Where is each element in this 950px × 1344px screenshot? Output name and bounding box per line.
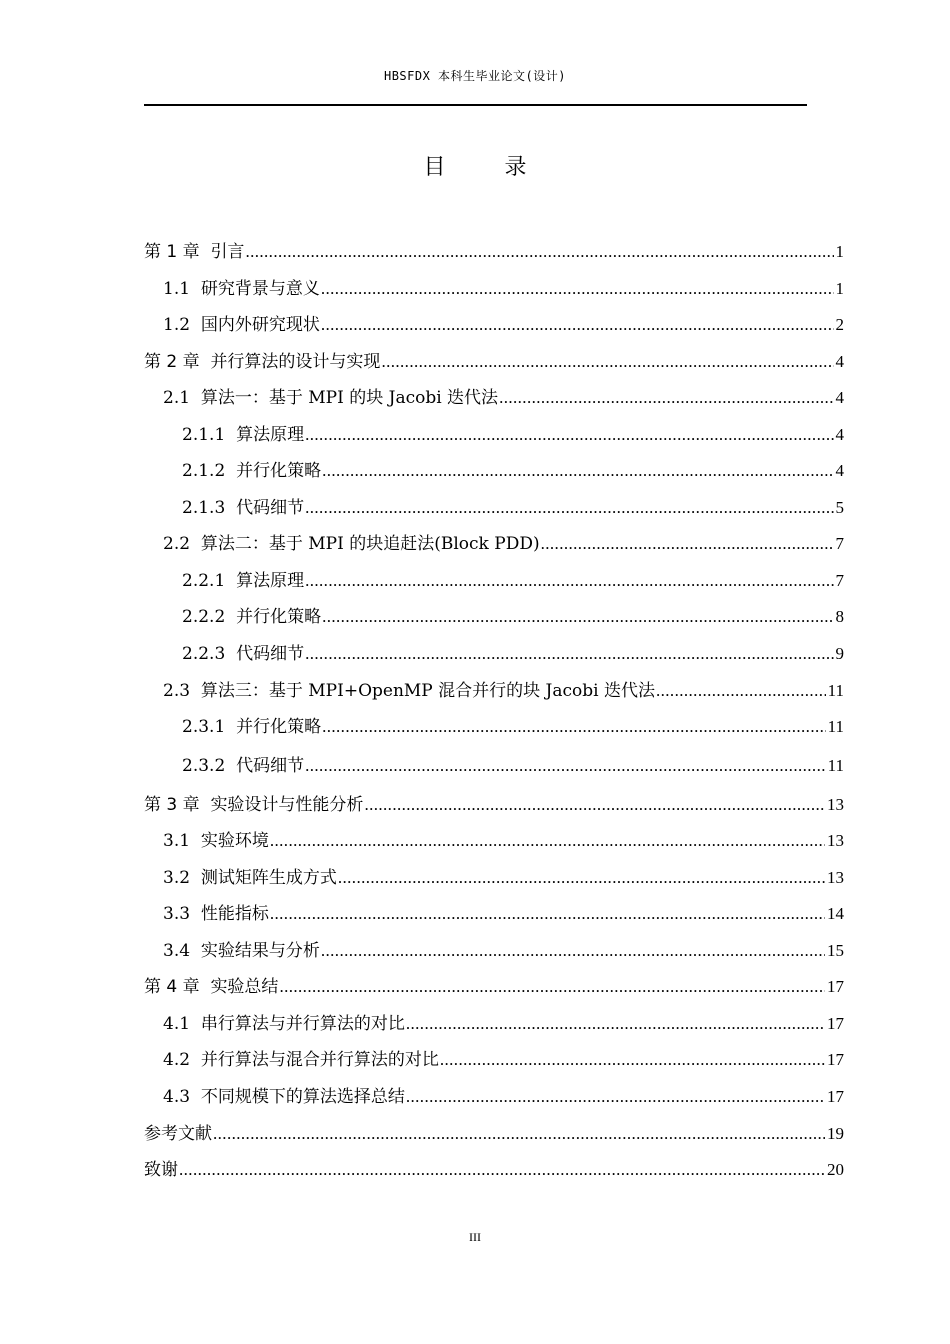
toc-leader	[364, 794, 825, 816]
toc-leader	[541, 533, 834, 555]
toc-leader	[322, 716, 826, 738]
toc-entry-2-1-3[interactable]	[182, 497, 844, 519]
toc-leader	[270, 830, 825, 852]
toc-leader	[406, 1086, 825, 1108]
toc-entry-1-2[interactable]	[163, 314, 844, 336]
toc-page-number: 11	[827, 717, 844, 736]
toc-leader	[321, 314, 834, 336]
toc-leader	[179, 1159, 825, 1181]
toc-entry-1-1[interactable]	[163, 278, 844, 300]
toc-leader	[322, 460, 833, 482]
toc-entry-label: 2.2.2 并行化策略	[182, 607, 322, 627]
toc-page-number: 4	[835, 388, 844, 407]
toc-leader	[321, 278, 834, 300]
toc-entry-3-2[interactable]	[163, 867, 844, 889]
toc-entry-chapter-4[interactable]	[144, 976, 844, 998]
toc-page-number: 20	[827, 1160, 844, 1179]
toc-entry-2-3-2[interactable]	[182, 755, 844, 777]
toc-entry-label: 第 1 章 引言	[144, 242, 245, 262]
toc-entry-label: 3.2 测试矩阵生成方式	[163, 868, 337, 888]
toc-page-number: 8	[835, 607, 844, 626]
toc-entry-chapter-2[interactable]	[144, 351, 844, 373]
toc-entry-label: 3.3 性能指标	[163, 904, 269, 924]
toc-entry-2-1[interactable]	[163, 387, 844, 409]
toc-page-number: 1	[835, 242, 844, 261]
toc-entry-2-3[interactable]	[163, 680, 844, 702]
toc-leader	[305, 755, 826, 777]
toc-entry-2-2[interactable]	[163, 533, 844, 555]
toc-entry-3-1[interactable]	[163, 830, 844, 852]
toc-leader	[406, 1013, 825, 1035]
toc-entry-label: 第 2 章 并行算法的设计与实现	[144, 352, 381, 372]
toc-page-number: 17	[827, 977, 844, 996]
toc-leader	[321, 940, 825, 962]
toc-page-number: 15	[827, 941, 844, 960]
toc-page-number: 7	[835, 534, 844, 553]
toc-page-number: 2	[835, 315, 844, 334]
toc-entry-label: 2.1.2 并行化策略	[182, 461, 322, 481]
toc-page-number: 14	[827, 904, 844, 923]
toc-leader	[440, 1049, 825, 1071]
toc-page-number: 13	[827, 831, 844, 850]
toc-leader	[245, 241, 833, 263]
running-header: HBSFDX 本科生毕业论文(设计)	[383, 69, 567, 83]
toc-leader	[322, 606, 833, 628]
toc-entry-label: 参考文献	[144, 1124, 212, 1144]
toc-entry-label: 第 3 章 实验设计与性能分析	[144, 795, 364, 815]
toc-entry-chapter-3[interactable]	[144, 794, 844, 816]
toc-entry-label: 致谢	[144, 1160, 178, 1180]
toc-entry-2-3-1[interactable]	[182, 716, 844, 738]
toc-leader	[499, 387, 833, 409]
toc-entry-acknowledgements[interactable]	[144, 1159, 844, 1181]
toc-entry-label: 2.1.3 代码细节	[182, 498, 305, 518]
toc-entry-label: 4.1 串行算法与并行算法的对比	[163, 1014, 405, 1034]
header-rule	[144, 104, 807, 106]
toc-title: 目 录	[423, 155, 553, 180]
toc-entry-label: 2.1.1 算法原理	[182, 425, 305, 445]
toc-page-number: 13	[827, 868, 844, 887]
toc-entry-label: 4.3 不同规模下的算法选择总结	[163, 1087, 405, 1107]
toc-entry-label: 2.2.1 算法原理	[182, 571, 305, 591]
toc-leader	[213, 1123, 825, 1145]
toc-page-number: 17	[827, 1087, 844, 1106]
toc-entry-2-2-2[interactable]	[182, 606, 844, 628]
toc-page-number: 5	[835, 498, 844, 517]
toc-entry-label: 4.2 并行算法与混合并行算法的对比	[163, 1050, 439, 1070]
toc-leader	[656, 680, 826, 702]
toc-entry-2-1-1[interactable]	[182, 424, 844, 446]
toc-entry-references[interactable]	[144, 1123, 844, 1145]
toc-entry-2-1-2[interactable]	[182, 460, 844, 482]
toc-leader	[305, 643, 833, 665]
toc-page-number: 17	[827, 1050, 844, 1069]
toc-entry-label: 2.3.2 代码细节	[182, 756, 305, 776]
toc-page-number: 13	[827, 795, 844, 814]
toc-leader	[305, 497, 833, 519]
toc-entry-label: 2.3.1 并行化策略	[182, 717, 322, 737]
toc-leader	[381, 351, 833, 373]
toc-page-number: 17	[827, 1014, 844, 1033]
toc-page-number: 4	[835, 461, 844, 480]
toc-leader	[305, 424, 833, 446]
toc-leader	[279, 976, 825, 998]
toc-page-number: 9	[835, 644, 844, 663]
toc-page-number: 4	[835, 425, 844, 444]
toc-leader	[305, 570, 833, 592]
toc-entry-label: 2.3 算法三：基于 MPI+OpenMP 混合并行的块 Jacobi 迭代法	[163, 681, 655, 701]
toc-entry-label: 3.1 实验环境	[163, 831, 269, 851]
toc-entry-3-3[interactable]	[163, 903, 844, 925]
toc-entry-label: 2.1 算法一：基于 MPI 的块 Jacobi 迭代法	[163, 388, 499, 408]
toc-entry-label: 1.2 国内外研究现状	[163, 315, 320, 335]
toc-entry-2-2-1[interactable]	[182, 570, 844, 592]
toc-leader	[270, 903, 825, 925]
toc-page-number: 4	[835, 352, 844, 371]
toc-entry-3-4[interactable]	[163, 940, 844, 962]
page-number: III	[469, 1230, 481, 1244]
toc-entry-4-3[interactable]	[163, 1086, 844, 1108]
toc-leader	[338, 867, 825, 889]
toc-entry-4-1[interactable]	[163, 1013, 844, 1035]
toc-entry-label: 2.2.3 代码细节	[182, 644, 305, 664]
toc-page-number: 11	[827, 756, 844, 775]
toc-page-number: 19	[827, 1124, 844, 1143]
toc-entry-label: 3.4 实验结果与分析	[163, 941, 320, 961]
toc-entry-chapter-1[interactable]	[144, 241, 844, 263]
toc-page-number: 11	[827, 681, 844, 700]
toc-entry-4-2[interactable]	[163, 1049, 844, 1071]
toc-page-number: 7	[835, 571, 844, 590]
toc-entry-label: 第 4 章 实验总结	[144, 977, 279, 997]
toc-entry-2-2-3[interactable]	[182, 643, 844, 665]
toc-entry-label: 2.2 算法二：基于 MPI 的块追赶法(Block PDD)	[163, 534, 540, 554]
toc-entry-label: 1.1 研究背景与意义	[163, 279, 320, 299]
toc-page-number: 1	[835, 279, 844, 298]
